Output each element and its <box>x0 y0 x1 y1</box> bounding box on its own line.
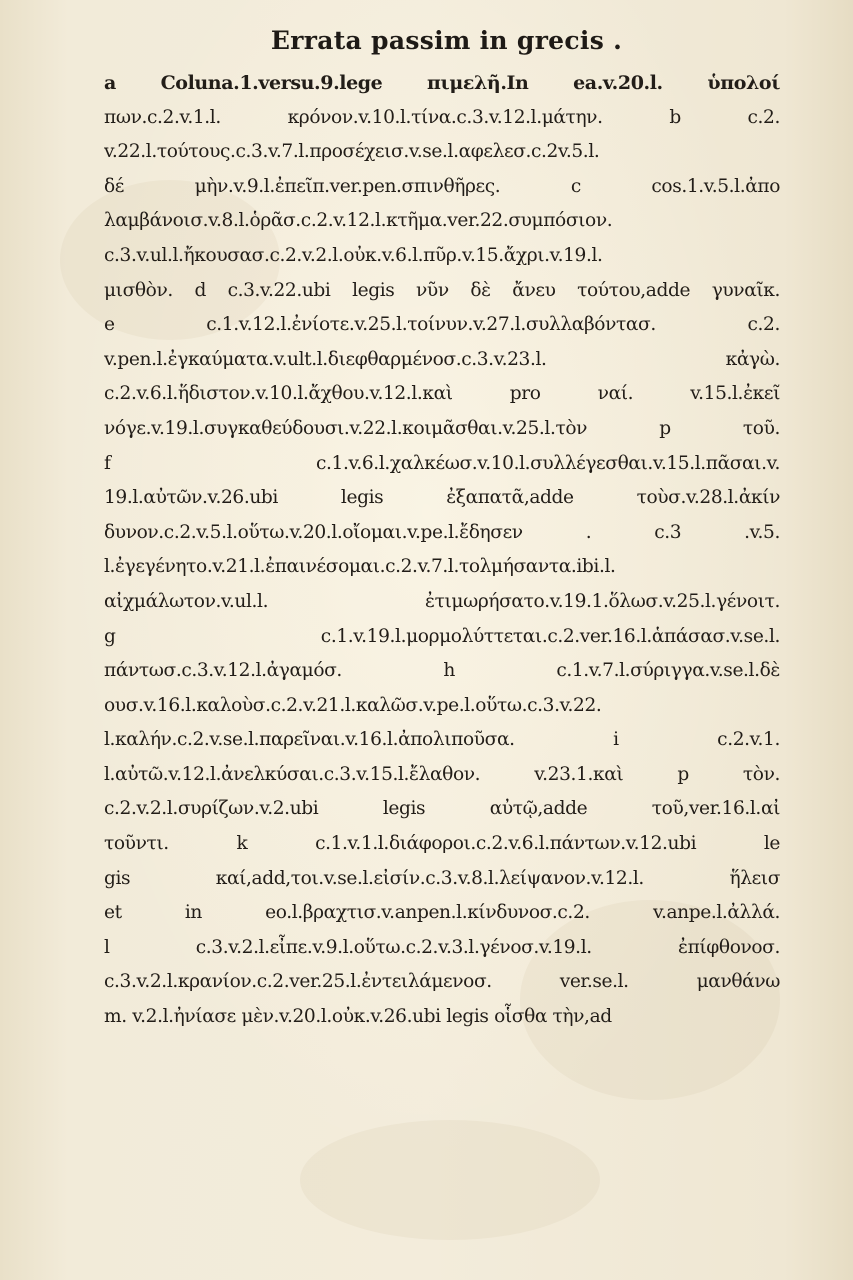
text-line: c.2.v.6.l.ἥδιστον.v.10.l.ἄχθου.v.12.l.καὶ pro ναί. v.15.l.ἐκεῖ <box>104 383 780 405</box>
text-line: πων.c.2.v.1.l. κρόνον.v.10.l.τίνα.c.3.v.12.l.μάτην. b c.2. <box>104 106 780 128</box>
text-line: l.καλήν.c.2.v.se.l.παρεῖναι.v.16.l.ἀπολιποῦσα. i c.2.v.1. <box>104 729 780 751</box>
page-heading: Errata passim in grecis . <box>270 26 623 55</box>
text-line: a Coluna.1.versu.9.lege πιμελῆ.In ea.v.20.l. ὑπολοί <box>104 72 780 94</box>
text-line: v.pen.l.ἐγκαύματα.v.ult.l.διεφθαρμένοσ.c.3.v.23.l. κἀγὼ. <box>104 348 780 370</box>
text-line: l c.3.v.2.l.εἶπε.v.9.l.οὕτω.c.2.v.3.l.γένοσ.v.19.l. ἐπίφθονοσ. <box>104 936 780 958</box>
paper-stain <box>300 1120 600 1240</box>
text-line: c.2.v.2.l.συρίζων.v.2.ubi legis αὐτῷ,adde τοῦ,ver.16.l.αἰ <box>104 798 780 820</box>
text-line: αἰχμάλωτον.v.ul.l. ἐτιμωρήσατο.v.19.1.ὅλωσ.v.25.l.γένοιτ. <box>104 590 780 612</box>
text-line: 19.l.αὐτῶν.v.26.ubi legis ἐξαπατᾶ,adde τοὺσ.v.28.l.ἀκίν <box>104 487 780 509</box>
text-line: ουσ.v.16.l.καλοὺσ.c.2.v.21.l.καλῶσ.v.pe.l.οὕτω.c.3.v.22. <box>104 694 602 716</box>
text-line: gis καί,add,τοι.v.se.l.εἰσίν.c.3.v.8.l.λείψανον.v.12.l. ἥλεισ <box>104 867 780 889</box>
text-line: πάντωσ.c.3.v.12.l.ἀγαμόσ. h c.1.v.7.l.σύριγγα.v.se.l.δὲ <box>104 660 780 682</box>
text-line: μισθὸν. d c.3.v.22.ubi legis νῦν δὲ ἄνευ τούτου,adde γυναῖκ. <box>104 279 780 301</box>
errata-text-block <box>104 66 780 1035</box>
text-line: e c.1.v.12.l.ἐνίοτε.v.25.l.τοίνυν.v.27.l.συλλαβόντασ. c.2. <box>104 314 780 336</box>
text-line: f c.1.v.6.l.χαλκέωσ.v.10.l.συλλέγεσθαι.v.15.l.πᾶσαι.v. <box>104 452 780 474</box>
text-line: et in eo.l.βραχτισ.v.anpen.l.κίνδυνοσ.c.2. v.anpe.l.ἀλλά. <box>104 902 780 924</box>
text-line: δυνον.c.2.v.5.l.οὕτω.v.20.l.οἴομαι.v.pe.l.ἔδησεν . c.3 .v.5. <box>104 521 780 543</box>
text-line: λαμβάνοισ.v.8.l.ὁρᾶσ.c.2.v.12.l.κτῆμα.ver.22.συμπόσιον. <box>104 210 613 232</box>
text-line: νόγε.v.19.l.συγκαθεύδουσι.v.22.l.κοιμᾶσθαι.v.25.l.τὸν p τοῦ. <box>104 417 780 439</box>
text-line: c.3.v.2.l.κρανίον.c.2.ver.25.l.ἐντειλάμενοσ. ver.se.l. μανθάνω <box>104 971 780 993</box>
text-line: δέ μὴν.v.9.l.ἐπεῖπ.ver.pen.σπινθῆρες. c cos.1.v.5.l.ἀπο <box>104 175 780 197</box>
text-line: c.3.v.ul.l.ἤκουσασ.c.2.v.2.l.οὐκ.v.6.l.πῦρ.v.15.ἄχρι.v.19.l. <box>104 244 603 266</box>
text-line: l.ἐγεγένητο.v.21.l.ἐπαινέσομαι.c.2.v.7.l.τολμήσαντα.ibi.l. <box>104 556 616 578</box>
text-line: τοῦντι. k c.1.v.1.l.διάφοροι.c.2.v.6.l.πάντων.v.12.ubi le <box>104 833 780 855</box>
text-line: m. v.2.l.ἠνίασε μὲν.v.20.l.οὐκ.v.26.ubi legis οἷσθα τὴν,ad <box>104 1006 612 1028</box>
text-line: g c.1.v.19.l.μορμολύττεται.c.2.ver.16.l.ἁπάσασ.v.se.l. <box>104 625 780 647</box>
text-line: v.22.l.τούτους.c.3.v.7.l.προσέχεισ.v.se.l.αφελεσ.c.2v.5.l. <box>104 141 600 163</box>
text-line: l.αὐτῶ.v.12.l.ἀνελκύσαι.c.3.v.15.l.ἔλαθον. v.23.1.καὶ p τὸν. <box>104 763 780 785</box>
